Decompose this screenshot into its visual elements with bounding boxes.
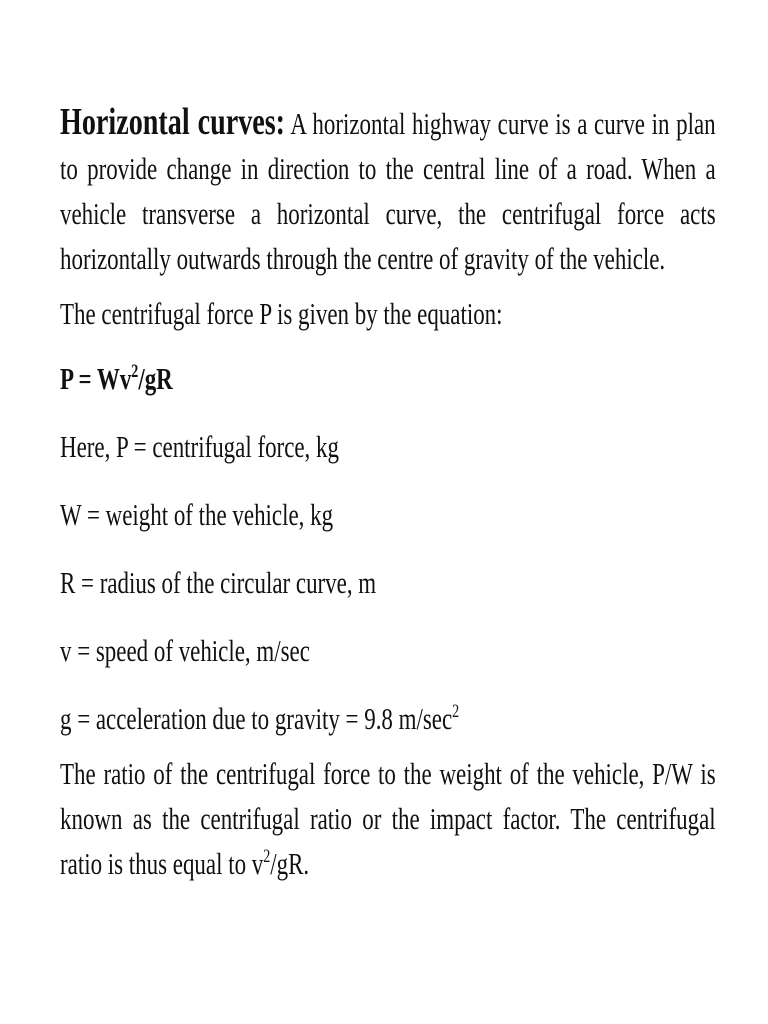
intro-paragraph bbox=[60, 100, 716, 281]
section-heading: Horizontal curves: bbox=[60, 101, 286, 143]
document-page bbox=[60, 100, 716, 886]
ratio-text: The ratio of the centrifugal force to the weight of the vehicle, P/W is known as the centrifugal ratio or the impact factor. The centrifugal ratio is thus equal to v bbox=[60, 756, 716, 881]
definition-g-exponent: 2 bbox=[452, 701, 460, 722]
definition-p: Here, P = centrifugal force, kg bbox=[60, 429, 339, 464]
equation-intro: The centrifugal force P is given by the equation: bbox=[60, 296, 503, 331]
equation-exponent: 2 bbox=[131, 361, 139, 382]
definition-g-text: g = acceleration due to gravity = 9.8 m/sec bbox=[60, 701, 453, 736]
equation-lhs: P = Wv bbox=[60, 361, 132, 396]
centrifugal-equation bbox=[60, 356, 716, 401]
definition-r: R = radius of the circular curve, m bbox=[60, 565, 377, 600]
definition-v: v = speed of vehicle, m/sec bbox=[60, 633, 310, 668]
definition-w: W = weight of the vehicle, kg bbox=[60, 497, 334, 532]
intro-text: A horizontal highway curve is a curve in plan to provide change in direction to the central line of a road. When a vehicle transverse a horizontal curve, the centrifugal force acts horizontally outwards through the centre of gravity of the vehicle. bbox=[60, 106, 716, 276]
ratio-paragraph bbox=[60, 751, 716, 886]
text-body bbox=[60, 100, 716, 886]
definition-g bbox=[60, 696, 716, 741]
ratio-tail: /gR. bbox=[270, 846, 310, 881]
ratio-exponent: 2 bbox=[263, 846, 271, 867]
equation-rhs: /gR bbox=[138, 361, 173, 396]
